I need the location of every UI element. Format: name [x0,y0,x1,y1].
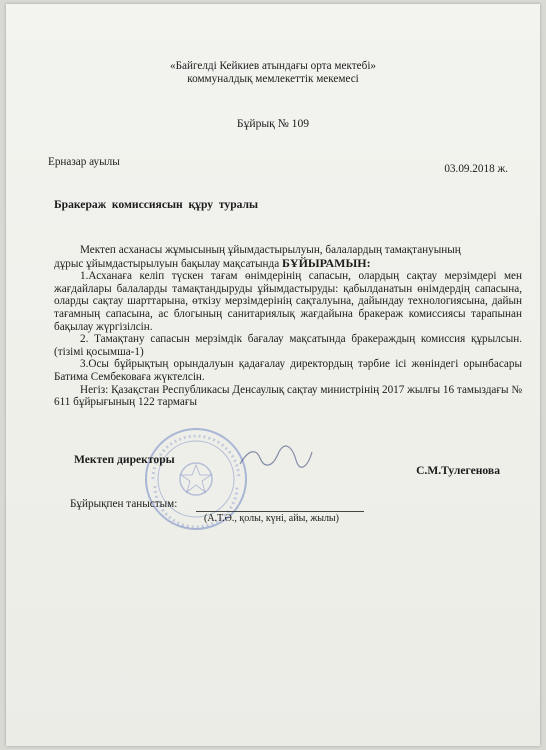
org-name-line2: коммуналдық мемлекеттік мекемесі [187,73,359,85]
order-place: Ерназар ауылы [48,156,120,168]
item-3: 3.Осы бұйрықтың орындалуын қадағалау директордың тәрбие ісі жөніндегі орынбасары Батима Сембековаға жүктелсін. [54,358,522,383]
order-body [54,244,522,409]
document-page [6,4,540,746]
basis: Негіз: Қазақстан Республикасы Денсаулық сақтау министрінің 2017 жылғы 16 тамыздағы № 611 бұйрығының 122 тармағы [54,383,522,409]
order-date: 03.09.2018 ж. [444,163,508,175]
intro-line-2 [54,257,522,271]
acquainted-signature-line [196,511,364,512]
order-subject: Бракераж комиссиясын құру туралы [54,198,259,211]
intro-bold: БҰЙЫРАМЫН: [281,255,371,270]
intro-text: дұрыс ұйымдастырылуын бақылау мақсатында [54,257,282,270]
signature-name: С.М.Тулегенова [416,464,500,477]
order-number: Бұйрық № 109 [236,117,310,130]
intro-line-1: Мектеп асханасы жұмысының ұйымдастырылуын, балалардың тамақтануының [80,244,461,256]
acquainted-label: Бұйрықпен таныстым: [70,498,178,510]
item-1: 1.Асханаға келіп түскен тағам өнімдерінің сапасын, олардың сақтау мерзімдері мен жағдайлары балаларды тамақтандыруды ұйымдастыруды: қабылданатын өнімдердің сапасына, оларды сақтау шарттарына, өткізу мерзімдерінің сақталуына, дайындау технологиясына, дайын тағамның сапасына, ас блогының санитариялық жағдайына бракераж комиссиясы тарапынан бақылау жүргізілсін. [54,270,522,333]
handwritten-signature [236,442,316,472]
acquainted-caption: (А.Т.Ә., қолы, күні, айы, жылы) [204,513,339,524]
org-name-line1: «Байгелді Кейкиев атындағы орта мектебі» [169,60,377,72]
signature-position: Мектеп директоры [74,453,175,466]
item-2: 2. Тамақтану сапасын мерзімдік бағалау мақсатында бракераждың комиссия құрылсын. (тізімі қосымша-1) [54,333,522,358]
